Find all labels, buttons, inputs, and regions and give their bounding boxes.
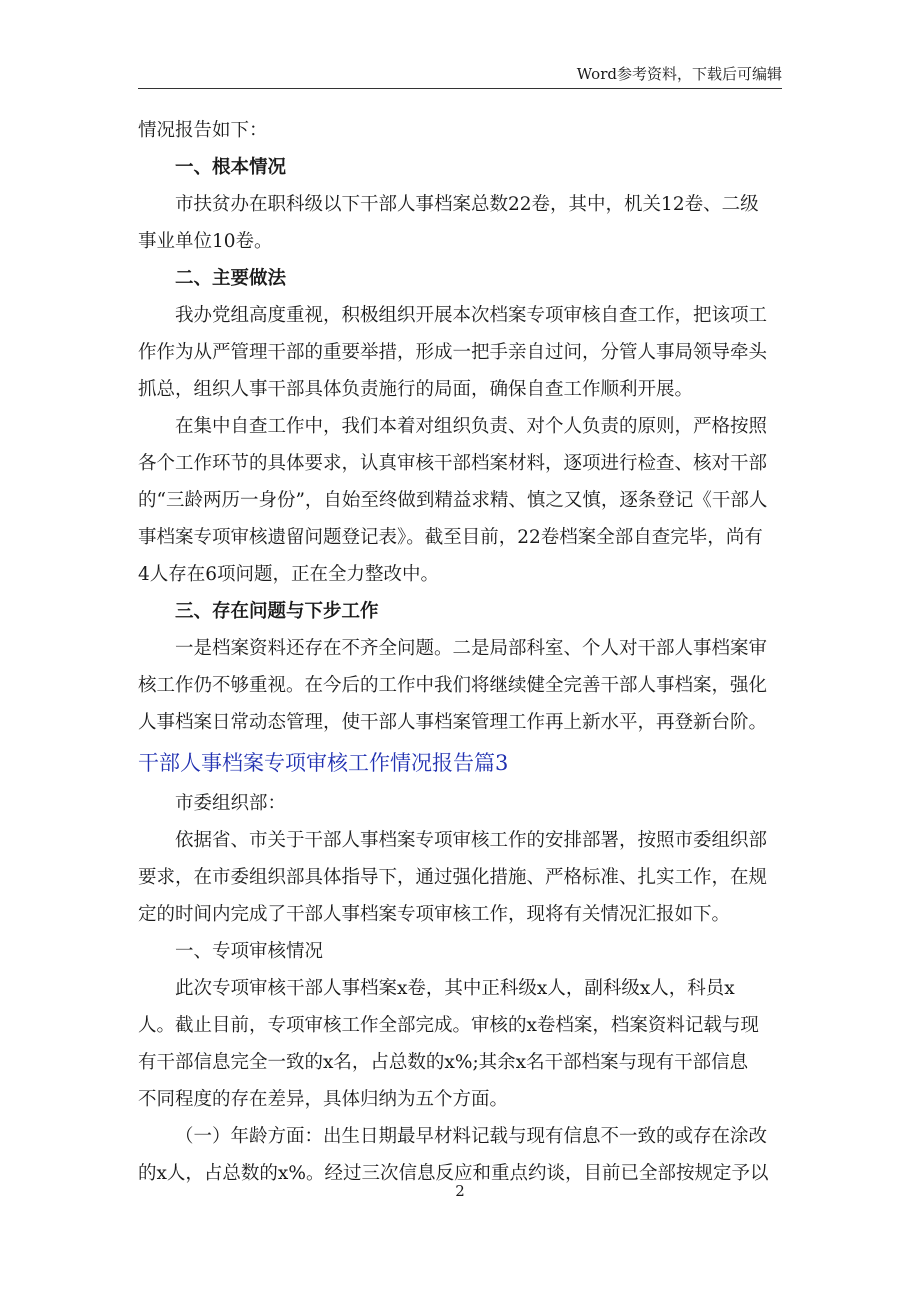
text-line: 不同程度的存在差异，具体归纳为五个方面。 xyxy=(138,1089,509,1110)
section-heading: 三、存在问题与下步工作 xyxy=(175,601,379,622)
section-title: 干部人事档案专项审核工作情况报告篇3 xyxy=(138,751,509,775)
text-line: 抓总，组织人事干部具体负责施行的局面，确保自查工作顺利开展。 xyxy=(138,379,694,400)
document-body xyxy=(138,112,782,1192)
text-line: 我办党组高度重视，积极组织开展本次档案专项审核自查工作，把该项工 xyxy=(175,305,768,326)
text-line: 事档案专项审核遗留问题登记表》。截至目前，22卷档案全部自查完毕，尚有 xyxy=(138,527,763,548)
text-line: 此次专项审核干部人事档案x卷，其中正科级x人，副科级x人，科员x xyxy=(175,978,735,999)
text-line: 各个工作环节的具体要求，认真审核干部档案材料，逐项进行检查、核对干部 xyxy=(138,453,768,474)
text-line: 在集中自查工作中，我们本着对组织负责、对个人负责的原则，严格按照 xyxy=(175,416,768,437)
section-heading: 二、主要做法 xyxy=(175,268,287,289)
text-line: 人。截止目前，专项审核工作全部完成。审核的x卷档案，档案资料记载与现 xyxy=(138,1015,759,1036)
text-line: 市扶贫办在职科级以下干部人事档案总数22卷，其中，机关12卷、二级 xyxy=(175,194,759,215)
text-line: 市委组织部： xyxy=(175,793,287,814)
text-line: 情况报告如下： xyxy=(138,120,268,141)
text-line: 的x人，占总数的x%。经过三次信息反应和重点约谈，目前已全部按规定予以 xyxy=(138,1163,769,1184)
text-line: 作作为从严管理干部的重要举措，形成一把手亲自过问，分管人事局领导牵头 xyxy=(138,342,768,363)
text-line: 定的时间内完成了干部人事档案专项审核工作，现将有关情况汇报如下。 xyxy=(138,904,731,925)
page-number: 2 xyxy=(455,1182,465,1200)
text-line: 4人存在6项问题，正在全力整改中。 xyxy=(138,564,440,585)
text-line: 依据省、市关于干部人事档案专项审核工作的安排部署，按照市委组织部 xyxy=(175,830,768,851)
text-line: （一）年龄方面：出生日期最早材料记载与现有信息不一致的或存在涂改 xyxy=(175,1126,768,1147)
section-heading: 一、根本情况 xyxy=(175,157,287,178)
text-line: 人事档案日常动态管理，使干部人事档案管理工作再上新水平，再登新台阶。 xyxy=(138,712,768,733)
text-line: 核工作仍不够重视。在今后的工作中我们将继续健全完善干部人事档案，强化 xyxy=(138,675,768,696)
header-text: Word参考资料，下载后可编辑 xyxy=(576,65,782,83)
text-line: 一、专项审核情况 xyxy=(175,941,324,962)
text-line: 一是档案资料还存在不齐全问题。二是局部科室、个人对干部人事档案审 xyxy=(175,638,768,659)
page-header xyxy=(138,64,782,89)
text-line: 事业单位10卷。 xyxy=(138,231,273,252)
text-line: 有干部信息完全一致的x名，占总数的x%;其余x名干部档案与现有干部信息 xyxy=(138,1052,749,1073)
text-line: 的“三龄两历一身份”，自始至终做到精益求精、慎之又慎，逐条登记《干部人 xyxy=(138,490,768,511)
text-line: 要求，在市委组织部具体指导下，通过强化措施、严格标准、扎实工作，在规 xyxy=(138,867,768,888)
